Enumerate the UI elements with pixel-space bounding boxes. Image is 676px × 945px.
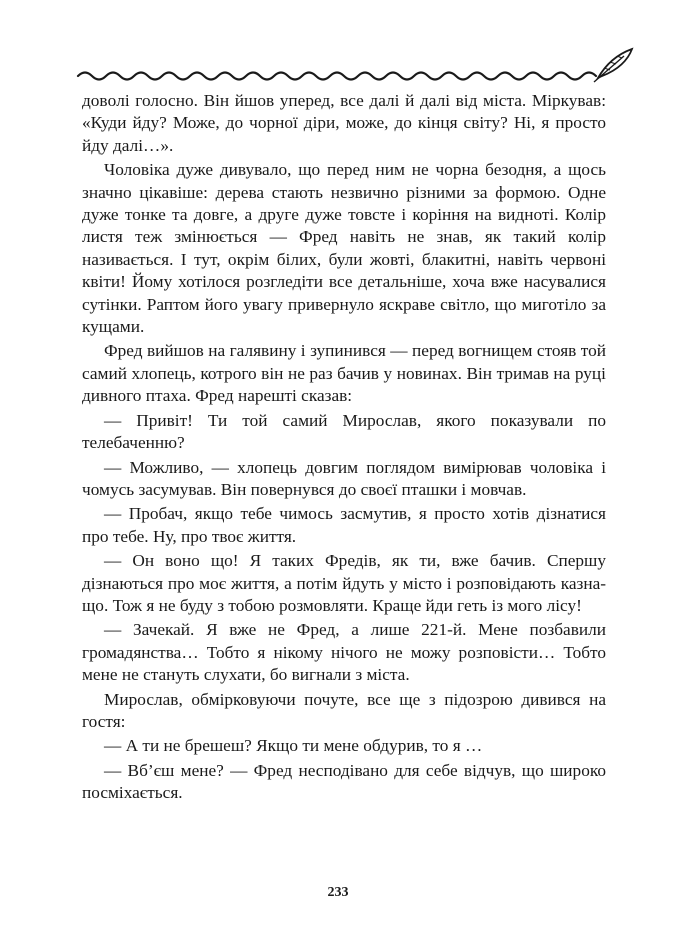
- dialogue-line: — Пробач, якщо тебе чимось засмутив, я просто хотів дізнатися про тебе. Ну, про твоє життя.: [82, 504, 606, 546]
- paragraph: довoлі голосно. Він йшов уперед, все далі й далі від міста. Міркував: «Куди йду? Може, до чорної діри, може, до кінця світу? Ні, я просто йду далі…».: [82, 91, 606, 155]
- quill-feather-icon: [594, 49, 632, 82]
- body-text: [82, 90, 606, 807]
- dialogue-line: — Зачекай. Я вже не Фред, а лише 221-й. Мене позбавили громадянства… Тобто я нікому нічого не можу розповісти… Тобто мене не стануть слухати, бо вигнали з міста.: [82, 620, 606, 685]
- dialogue-line: — Можливо, — хлопець довгим поглядом вимірював чоловіка і чомусь засумував. Він повернувся до своєї пташки і мовчав.: [82, 457, 606, 499]
- wave-border-icon: [76, 46, 634, 86]
- dialogue-line: — Привіт! Ти той самий Мирослав, якого показували по телебаченню?: [82, 410, 606, 453]
- paragraph: Мирослав, обмірковуючи почуте, все ще з підозрою дивився на гостя:: [82, 689, 606, 731]
- dialogue-line: — А ти не брешеш? Якщо ти мене обдурив, то я …: [104, 736, 483, 756]
- paragraph: Чоловіка дуже дивувало, що перед ним не чорна безодня, а щось значно цікавіше: дерева стають незвично різними за формою. Одне дуже тонке та довге, а друге дуже товсте і коріння на видноті. Колір листя теж змінюється — Фред навіть не знав, як такий колір називається. І тут, окрім білих, були жовті, блакитні, навіть червоні квіти! Йому хотілося розгледіти все детальніше, хоча вже насувалися сутінки. Раптом його увагу привернуло яскраве світло, що миготіло за кущами.: [82, 160, 606, 337]
- dialogue-line: — Он воно що! Я таких Фредів, як ти, вже бачив. Спершу дізнаються про моє життя, а потім йдуть у місто і розповідають казна-що. Тож я не буду з тобою розмовляти. Краще йди геть із мого лісу!: [82, 551, 606, 615]
- dialogue-line: — Вб’єш мене? — Фред несподівано для себе відчув, що широко посміхається.: [82, 760, 606, 803]
- paragraph: Фред вийшов на галявину і зупинився — перед вогнищем стояв той самий хлопець, котрого він не раз бачив у новинах. Він тримав на руці дивного птаха. Фред нарешті сказав:: [82, 341, 606, 406]
- page-number: 233: [327, 885, 349, 900]
